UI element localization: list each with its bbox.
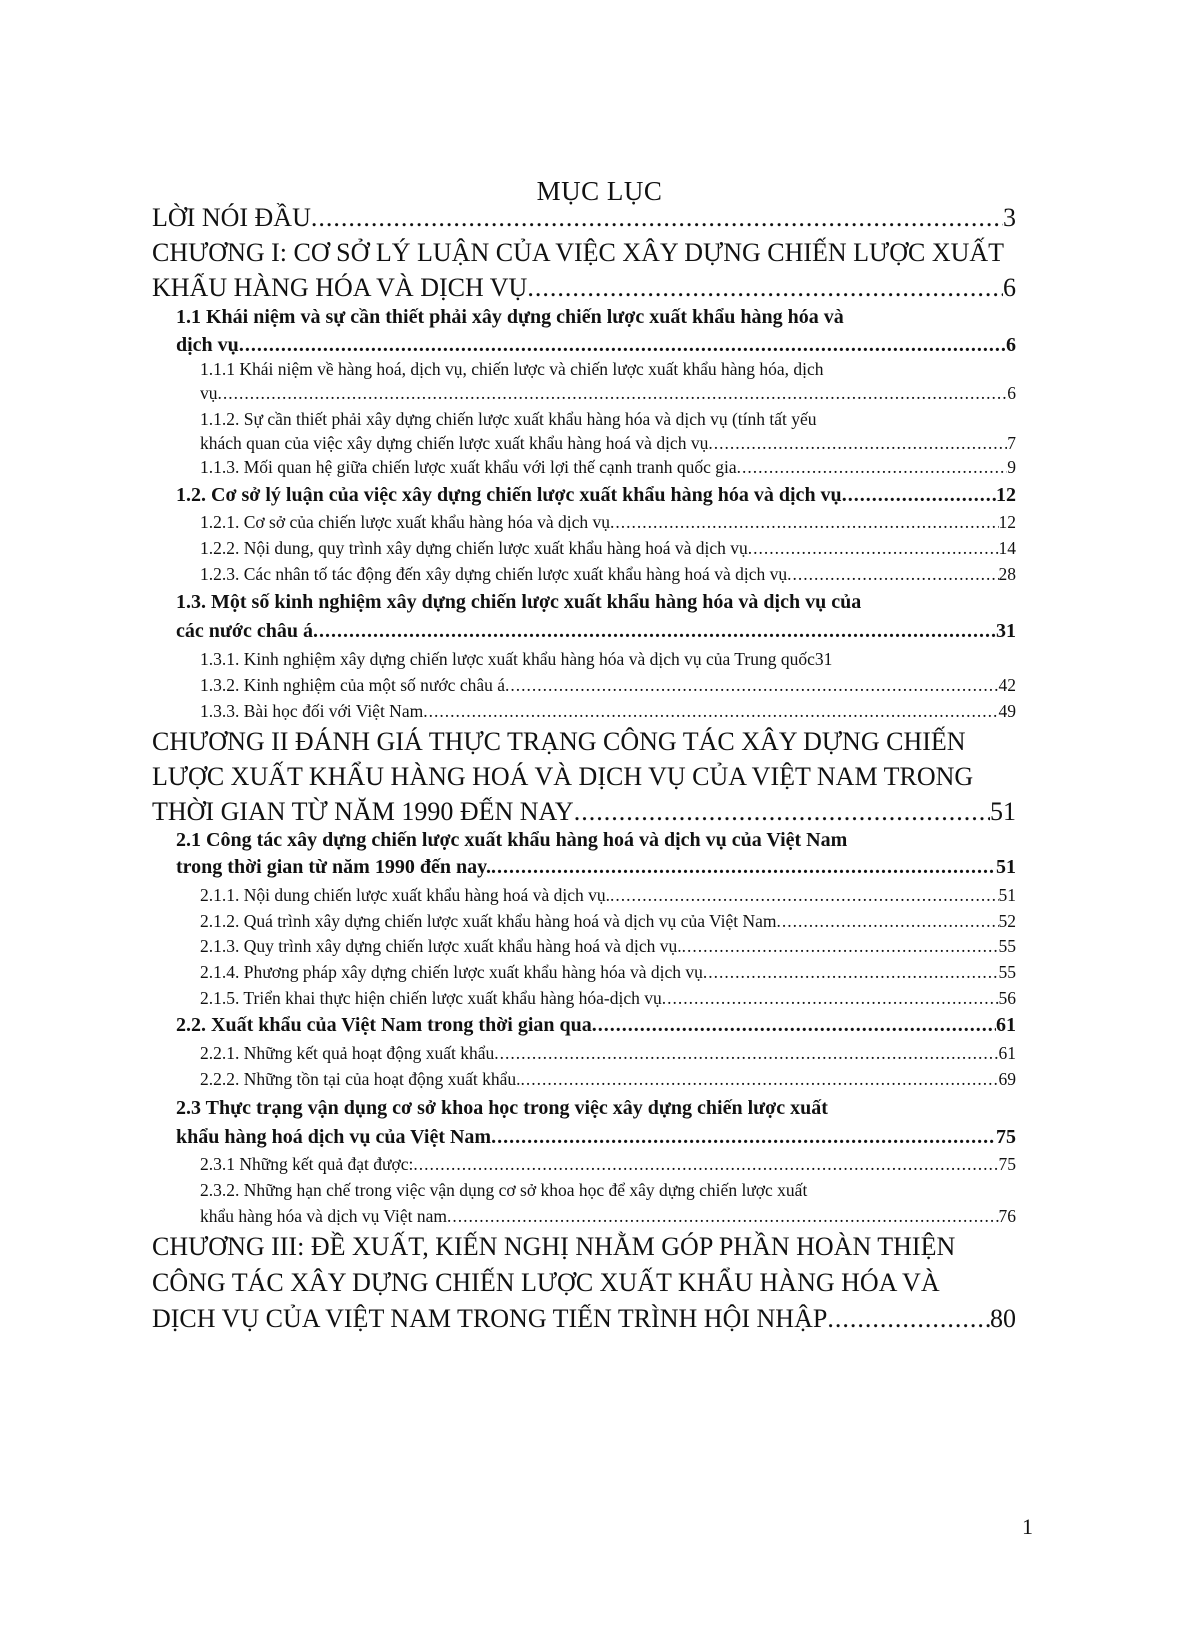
toc-entry-lead: CHƯƠNG I: CƠ SỞ LÝ LUẬN CỦA VIỆC XÂY DỰNG CHIẾN LƯỢC XUẤT (152, 238, 1005, 267)
toc-entry-lead: CHƯƠNG III: ĐỀ XUẤT, KIẾN NGHỊ NHẰM GÓP PHẦN HOÀN THIỆN (152, 1232, 956, 1261)
toc-entry-lead: 1.3. Một số kinh nghiệm xây dựng chiến lược xuất khẩu hàng hóa và dịch vụ của (176, 591, 862, 613)
toc-entry-lead: 2.3 Thực trạng vận dụng cơ sở khoa học trong việc xây dựng chiến lược xuất (176, 1097, 828, 1119)
toc-entry[interactable]: 1.3.2. Kinh nghiệm của một số nước châu á ..... 42 (200, 675, 1016, 696)
toc-entry[interactable]: 2.3.1 Những kết quả đạt được: ..... 75 (200, 1154, 1016, 1175)
toc-entry-lead: 1.1 Khái niệm và sự cần thiết phải xây dựng chiến lược xuất khẩu hàng hóa và (176, 306, 844, 328)
toc-entry[interactable]: các nước châu á ..... 31 (176, 620, 1016, 643)
toc-entry[interactable]: 2.2.2. Những tồn tại của hoạt động xuất khẩu. ..... 69 (200, 1069, 1016, 1090)
toc-entry[interactable]: khách quan của việc xây dựng chiến lược xuất khẩu hàng hoá và dịch vụ ..... 7 (200, 433, 1016, 454)
toc-entry[interactable]: 2.2.1. Những kết quả hoạt động xuất khẩu ..... 61 (200, 1043, 1016, 1064)
toc-entry[interactable]: 2.1.1. Nội dung chiến lược xuất khẩu hàng hoá và dịch vụ. ..... 51 (200, 885, 1016, 906)
toc-entry[interactable]: trong thời gian từ năm 1990 đến nay. ..... 51 (176, 856, 1016, 879)
toc-entry[interactable]: 2.1.2. Quá trình xây dựng chiến lược xuất khẩu hàng hoá và dịch vụ của Việt Nam ..... 52 (200, 911, 1016, 932)
toc-entry-lead: 1.1.2. Sự cần thiết phải xây dựng chiến lược xuất khẩu hàng hóa và dịch vụ (tính tất yếu (200, 409, 817, 429)
toc-entry-lead: 1.1.1 Khái niệm về hàng hoá, dịch vụ, chiến lược và chiến lược xuất khẩu hàng hóa, dịch (200, 359, 824, 379)
toc-entry[interactable]: 1.2.2. Nội dung, quy trình xây dựng chiến lược xuất khẩu hàng hoá và dịch vụ ..... 14 (200, 538, 1016, 559)
toc-entry[interactable]: khẩu hàng hóa và dịch vụ Việt nam ..... 76 (200, 1206, 1016, 1227)
toc-entry[interactable]: 2.1.3. Quy trình xây dựng chiến lược xuất khẩu hàng hoá và dịch vụ. ..... 55 (200, 936, 1016, 957)
toc-entry[interactable]: 1.2.1. Cơ sở của chiến lược xuất khẩu hàng hóa và dịch vụ ..... 12 (200, 512, 1016, 533)
toc-entry-lead: CÔNG TÁC XÂY DỰNG CHIẾN LƯỢC XUẤT KHẨU HÀNG HÓA VÀ (152, 1268, 940, 1297)
toc-entry[interactable]: 2.1.4. Phương pháp xây dựng chiến lược xuất khẩu hàng hóa và dịch vụ ..... 55 (200, 962, 1016, 983)
toc-entry[interactable]: 1.3.1. Kinh nghiệm xây dựng chiến lược xuất khẩu hàng hóa và dịch vụ của Trung quốc 31 (200, 649, 833, 669)
toc-entry[interactable]: DỊCH VỤ CỦA VIỆT NAM TRONG TIẾN TRÌNH HỘI NHẬP ..... 80 (152, 1304, 1016, 1334)
toc-entry-lead: LƯỢC XUẤT KHẨU HÀNG HOÁ VÀ DỊCH VỤ CỦA VIỆT NAM TRONG (152, 762, 974, 791)
toc-entry[interactable]: 1.3.3. Bài học đối với Việt Nam ..... 49 (200, 701, 1016, 722)
toc-entry[interactable]: dịch vụ ..... 6 (176, 334, 1016, 357)
page-title: MỤC LỤC (536, 176, 663, 206)
toc-entry[interactable]: THỜI GIAN TỪ NĂM 1990 ĐẾN NAY ..... 51 (152, 797, 1016, 827)
toc-entry[interactable]: khẩu hàng hoá dịch vụ của Việt Nam ..... 75 (176, 1126, 1016, 1149)
toc-entry-lead: 2.3.2. Những hạn chế trong việc vận dụng cơ sở khoa học để xây dựng chiến lược xuất (200, 1180, 808, 1200)
toc-entry[interactable]: 1.1.3. Mối quan hệ giữa chiến lược xuất khẩu với lợi thế cạnh tranh quốc gia ..... 9 (200, 457, 1016, 478)
toc-entry[interactable]: 2.1.5. Triển khai thực hiện chiến lược xuất khẩu hàng hóa-dịch vụ ..... 56 (200, 988, 1016, 1009)
page-number: 1 (1022, 1514, 1033, 1539)
toc-entry[interactable]: LỜI NÓI ĐẦU ..... 3 (152, 203, 1016, 233)
toc-entry-lead: 2.1 Công tác xây dựng chiến lược xuất khẩu hàng hoá và dịch vụ của Việt Nam (176, 829, 848, 851)
toc-entry[interactable]: vụ ..... 6 (200, 383, 1016, 404)
toc-entry[interactable]: 1.2. Cơ sở lý luận của việc xây dựng chiến lược xuất khẩu hàng hóa và dịch vụ ..... 12 (176, 484, 1016, 507)
toc-entry[interactable]: 1.2.3. Các nhân tố tác động đến xây dựng chiến lược xuất khẩu hàng hoá và dịch vụ ..... 28 (200, 564, 1016, 585)
toc-entry-lead: CHƯƠNG II ĐÁNH GIÁ THỰC TRẠNG CÔNG TÁC XÂY DỰNG CHIẾN (152, 727, 966, 756)
toc-entry[interactable]: KHẨU HÀNG HÓA VÀ DỊCH VỤ ..... 6 (152, 273, 1016, 303)
toc-entry[interactable]: 2.2. Xuất khẩu của Việt Nam trong thời gian qua ..... 61 (176, 1014, 1016, 1037)
